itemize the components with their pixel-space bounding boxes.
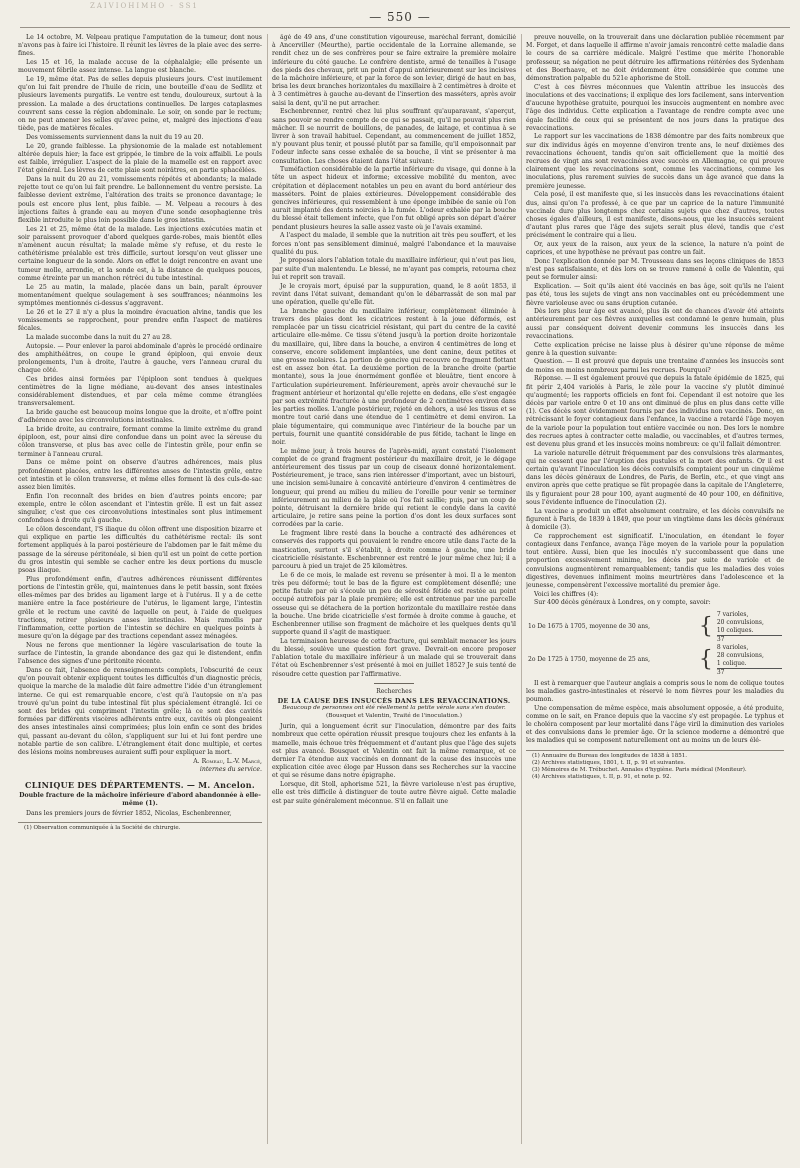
paragraph: A l'aspect du malade, il semble que la nutrition ait très peu souffert, et les forces n'ont pas sensiblement diminué, malgré l'abondance et la mauvaise qualité du pus. — [272, 232, 516, 256]
paragraph: Le 19, même état. Pas de selles depuis plusieurs jours. C'est inutilement qu'on lui fait prendre de l'huile de ricin, une bouteille d'eau de Sedlitz et plusieurs lavements purgatifs. Le ventre est tendu, douloureux, surtout à la pression. La malade a des éructations continuelles. De larges cataplasmes couvrent sans cesse la région abdominale. Le soir, on sonde par le rectum; on ne peut amener les selles qu'avec peine, et, malgré des injections d'eau tiède, pas de matières fécales. — [18, 76, 262, 133]
paragraph: Jurin, qui a longuement écrit sur l'inoculation, démontre par des faits nombreux que cette opération réussit presque toujours chez les enfants à la mamelle, mais échoue très fréquemment et d'autant plus que l'âge des sujets est plus avancé. Bousquet et Valentin ont fait la même remarque, et ce dernier l'a étendue aux vaccinés en donnant de la cause des insuccès une explication citée avec éloge par Husson dans ses Recherches sur la vaccine et qui se résume dans notre épigraphe. — [272, 723, 516, 780]
page-number: — 550 — — [369, 10, 431, 24]
table-values — [715, 644, 784, 677]
paragraph: Nous ne ferons que mentionner la légère vascularisation de toute la surface de l'intestin, la grande abondance des gaz qui le distendent, enfin l'absence des signes d'une péritonite récente. — [18, 641, 262, 666]
table-value: 10 coliques. — [716, 626, 754, 634]
footnote: (3) Mémoires de M. Trébuchet. Annales d'hygiène. Paris médical (Moniteur). — [532, 766, 747, 773]
brace-glyph: { — [698, 647, 713, 673]
table-total: 37 — [717, 668, 782, 677]
article-title: DE LA CAUSE DES INSUCCÈS DANS LES REVACCINATIONS. — [277, 697, 511, 706]
table-value: 7 varioles, — [716, 610, 749, 618]
paragraph: Lorsque, dit Stoll, aphorisme 521, la fièvre varioleuse n'est pas éruptive, elle est très difficile à distinguer de toute autre fièvre aiguë. Cette maladie est par suite généralement méconnue. S'il en fallait une — [272, 781, 516, 805]
table-row — [526, 611, 784, 644]
paragraph: Enfin l'on reconnaît des brides en bien d'autres points encore; par exemple, entre le côlon ascendant et l'intestin grêle. Il est un fait assez singulier, c'est que ces circonvolutions intestinales sont plus intimement confondues à droite qu'à gauche. — [18, 492, 262, 525]
paragraph: C'est à ces fièvres méconnues que Valentin attribue les insuccès des inoculations et des vaccinations; il explique des lors facilement, sans intervention d'aucune hypothèse gratuite, pourquoi les insuccès augmentent en nombre avec l'âge des individus. Cette explication a l'avantage de rendre compte avec une égale facilité de ceux qui se présentent de nos jours dans la pratique des revaccinations. — [526, 83, 784, 132]
column-3-paragraphs — [526, 34, 784, 608]
paragraph: La terminaison heureuse de cette fracture, qui semblait menacer les jours du blessé, soulève une question fort grave. Devrait-on encore proposer l'ablation totale du maxillaire inférieur à un malade qui se trouverait dans l'état où Eschenbrenner s'est présenté à moi en juillet 1852? Je suis tenté de résoudre cette question par l'affirmative. — [272, 637, 516, 678]
paragraph: Plus profondément enfin, d'autres adhérences réunissent différentes portions de l'intestin grêle, qui, maintenues dans le petit bassin, sont fixées elles-mêmes par des brides au ligament large et à l'utérus. Il y a de cette manière entre la face postérieure de l'utérus, le ligament large, l'intestin grêle et le rectum une cavité de laquelle on peut, à l'aide de quelques tractions, retirer plusieurs anses intestinales. Mais ramollis par l'inflammation, cette portion de l'intestin se déchire en quelques points à mesure qu'on la dégage par des tractions cependant assez ménagées. — [18, 575, 262, 641]
column-divider — [267, 34, 268, 1144]
footnote: (1) Observation communiquée à la Société de chirurgie. — [24, 824, 181, 831]
paragraph: Je le croyais mort, épuisé par la suppuration, quand, le 8 août 1853, il revint dans l'état suivant, demandant qu'on le débarrassât de son mal par une opération, quelle qu'elle fût. — [272, 282, 516, 306]
paragraph: Les 15 et 16, la malade accuse de la céphalalgie; elle présente un mouvement fébrile assez intense. La langue est blanche. — [18, 59, 262, 75]
brace-glyph: { — [698, 614, 713, 640]
column-1 — [18, 34, 262, 1154]
paragraph: Dans la nuit du 20 au 21, vomissements répétés et abondants; la malade rejette tout ce qu'on lui fait prendre. Le ballonnement du ventre persiste. La faiblesse devient extrême, l'altération des traits se prononce davantage; le pouls est encore plus lent, plus faible. — M. Velpeau a recours à des injections faites à grande eau au moyen d'une sonde œsophagienne très flexible introduite le plus loin possible dans le gros intestin. — [18, 175, 262, 224]
paragraph: Dans ce même point on observe d'autres adhérences, mais plus profondément placées, entre les différentes anses de l'intestin grêle, entre cet intestin et le côlon transverse, et même elles forment là des culs-de-sac assez bien limités. — [18, 459, 262, 491]
separator-rule — [374, 683, 414, 684]
paragraph: Le côlon descendant, l'S iliaque du côlon offrent une disposition bizarre et qui explique en partie les difficultés du cathétérisme rectal: ils sont fortement appliqués à la paroi postérieure de l'abdomen par le fait même du passage de la séreuse péritonéale, si bien qu'il est un point de cette portion du gros intestin qui semble se cacher entre les deux portions du muscle psoas iliaque. — [18, 525, 262, 574]
column-3 — [526, 34, 784, 1154]
signature: A. Romeau, L.-V. Marcé, — [193, 758, 262, 766]
paragraph: Le 26 et le 27 il n'y a plus la moindre évacuation alvine, tandis que les vomissements se rapprochent, pour prendre enfin l'aspect de matières fécales. — [18, 308, 262, 333]
paragraph: Tuméfaction considérable de la partie inférieure du visage, qui donne à la tête un aspect hideux et informe; excessive mobilité du menton, avec crépitation et déplacement notables un peu en avant du bord antérieur des masséters. Point de plaies extérieures. Développement considérable des gencives inférieures, qui ressemblent à une éponge imbibée de sanie où l'on aurait implanté des dents noircies à la fumée. L'odeur exhalée par la bouche du blessé était tellement infecte, que l'on fut obligé après son départ d'aérer pendant plusieurs heures la salle assez vaste où je l'avais examiné. — [272, 166, 516, 231]
table-row — [526, 644, 784, 677]
epigraph-source: (Bousquet et Valentin, Traité de l'inoculation.) — [326, 712, 462, 719]
paragraph: Le fragment libre resté dans la bouche a contracté des adhérences et conservés des rapports qui pouvaient le rendre encore utile dans l'acte de la mastication, surtout s'il s'établit, à droite comme à gauche, une bride cicatricielle résistante. Eschenbrenner est rentré le jour même chez lui; il a parcouru à pied un trajet de 25 kilomètres. — [272, 530, 516, 570]
paragraph: Les 21 et 25, même état de la malade. Les injections exécutées matin et soir paraissent provoquer d'abord quelques garde-robes, mais bientôt elles n'amènent aucun résultat; la malade même s'y refuse, et du reste le cathétérisme préalable est très difficile, surtout lorsqu'on veut glisser une certaine longueur de la sonde. Alors on effet le doigt rencontre en avant une tumeur molle, arrondie, et la sonde est, à la distance de quelques pouces, comme étreinte par un manchon rétréci du tube intestinal. — [18, 225, 262, 282]
paragraph: Cela posé, il est manifeste que, si les insuccès dans les revaccinations étaient dus, ainsi qu'on l'a professé, à ce que par un caprice de la nature l'immunité vaccinale dure plus longtemps chez certains sujets que chez d'autres, toutes choses égales d'ailleurs, il est manifeste, disons-nous, que les insuccès seraient d'autant plus rares que l'âge des sujets serait plus élevé, tandis que c'est précisément le contraire qui a lieu. — [526, 191, 784, 240]
paragraph: Le même jour, à trois heures de l'après-midi, ayant constaté l'isolement complet de ce grand fragment postérieur du maxillaire droit, je le dégage antérieurement des tissus par un coup de ciseaux donné horizontalement. Postérieurement, je trace, sans rien intéresser d'important, avec un bistouri, une incision semi-lunaire à concavité antérieure d'environ 4 centimètres de longueur, qui prend au milieu du milieu de l'oreille pour venir se terminer inférieurement au milieu de la plaie où l'os fait saillie; puis, par un coup de pointe, détruisant la dernière bride qui retient le condyle dans la cavité articulaire, je retire sans peine la portion d'os dont les deux surfaces sont corrodées par la carie. — [272, 447, 516, 529]
article-first-paragraph: Dans les premiers jours de février 1852, Nicolas, Eschenbrenner, — [26, 809, 232, 817]
header-rule — [20, 27, 790, 28]
paragraph: La bride gauche est beaucoup moins longue que la droite, et n'offre point d'adhérence avec les circonvolutions intestinales. — [18, 409, 262, 425]
table-period-label: 2o De 1725 à 1750, moyenne de 25 ans, — [528, 656, 651, 664]
paragraph: Le 20, grande faiblesse. La physionomie de la malade est notablement altérée depuis hier; la face est grippée, le timbre de la voix affaibli. Le pouls est faible, irrégulier. L'aspect de la plaie de la mamelle est en rapport avec l'état général. Les lèvres de cette plaie sont noirâtres, en partie sphacélées. — [18, 142, 262, 175]
paragraph: La vaccine a produit un effet absolument contraire, et les décès convulsifs ne figurent à Paris, de 1839 à 1849, que pour un vingtième dans les décès généraux à domicile (3). — [526, 507, 784, 531]
column-2-paragraphs — [272, 34, 516, 679]
paragraph: La branche gauche du maxillaire inférieur, complètement éliminée à travers des plaies dont les cicatrices restent à la joue déformés, est remplacée par un tissu cicatriciel résistant, qui part du centre de la cavité articulaire elle-même. Ce tissu s'étend jusqu'à la portion droite horizontale du maxillaire, qui, libre dans la bouche, a environ 4 centimètres de long et conserve, encore solidement implantées, une dent canine, deux petites et une grosse molaires. La portion de gencive qui recouvre ce fragment flottant est en assez bon état. La deuxième portion de la branche droite (partie montante), sous la joue énormément gonflée et bleuâtre, tient encore à l'articulation supérieurement. Inférieurement, après avoir chevauché sur le fragment antérieur et horizontal qu'elle rejette en dedans, elle s'est engagée par son extrémité fracturée à une profondeur de 2 centimètres environ dans les parties molles. L'angle postérieur, rejeté en dehors, a usé les tissus et se montre tout carié dans une étendue de 1 centimètre et demi environ. La plaie tégumentaire, qui communique avec l'intérieur de la bouche par un pertuis, fournit une quantité considérable de pus fétide, tachant le linge en noir. — [272, 307, 516, 446]
table-values — [715, 611, 784, 644]
paragraph: Le 25 au matin, la malade, placée dans un bain, paraît éprouver momentanément quelque soulagement à ses souffrances; néanmoins les symptômes mentionnés ci-dessus s'aggravent. — [18, 283, 262, 307]
paragraph: Réponse. — Il est également prouvé que depuis la fatale épidémie de 1825, qui fit périr 2,404 variolés à Paris, le zèle pour la vaccine s'y plutôt diminué qu'augmenté; les rapports officiels en font foi. Cependant il est notoire que les décès par variole entre 0 et 10 ans ont diminué de plus en plus dans cette ville (1). Ces décès sont évidemment fournis par des individus non vaccinés. Donc, en rétrécissant le foyer contagieux dans l'enfance, la vaccine a retardé l'âge moyen de la variole pour la population tout entière vaccinée ou non. Des lors le nombre des recrues aptes à contracter cette maladie, ou vaccinables, et d'autres termes, est devenu plus grand et les insuccès moins nombreux: ce qu'il fallait démontrer. — [526, 375, 784, 448]
paragraph: Le rapport sur les vaccinations de 1838 démontre par des faits nombreux que sur dix individus âgés en moyenne d'environ trente ans, le neuf dixièmes des revaccinations échouent, tandis qu'on sait officiellement que la moitié des recrues de vingt ans sont revaccinées avec succès en Allemagne, ce qui prouve clairement que les revaccinations sont, comme les vaccinations, comme les inoculations, plus rarement suivies de succès dans un âge avancé que dans la première jeunesse. — [526, 133, 784, 190]
footnotes — [18, 822, 262, 832]
table-value: 28 convulsions, — [716, 651, 764, 659]
paragraph: Ce rapprochement est significatif. L'inoculation, en étendant le foyer contagieux dans l'enfance, avança l'âge moyen de la variole pour la population tout entière. Aussi, bien que les inoculés n'y succombassent que dans une proportion excessivement minime, les décès par suite de variole et de convulsions augmentèrent remarquablement; tandis que les maladies des voies digestives, devenues infiniment moins meurtrières dans l'adolescence et la jeunesse, compensèrent l'excessive mortalité du premier âge. — [526, 532, 784, 589]
table-value: 1 colique. — [716, 659, 747, 667]
paragraph: Le 6 de ce mois, le malade est revenu se présenter à moi. Il a le menton très peu déformé; tout le bas de la figure est complètement désenflé; une petite fistule par où s'écoule un peu de sérosité fétide est restée au point occupé autrefois par la plaie première; elle est entretenue par une parcelle osseuse qui se détachera de la portion horizontale du maxillaire restée dans la bouche. Une bride cicatricielle s'est formée à droite comme à gauche, et Eschenbrenner utilise son fragment de mâchoire et les quelques dents qu'il supporte quand il s'agit de mastiquer. — [272, 571, 516, 637]
article-subtitle: Double fracture de la mâchoire inférieure d'abord abandonnée à elle-même (1). — [19, 791, 261, 807]
paragraph: Des vomissements surviennent dans la nuit du 19 au 20. — [26, 133, 204, 141]
paragraph: La malade succombe dans la nuit du 27 au 28. — [26, 333, 172, 341]
column-2-paragraphs-after — [272, 723, 516, 806]
paragraph: Cette explication précise ne laisse plus à désirer qu'une réponse de même genre à la question suivante: — [526, 341, 784, 357]
paragraph: Dans ce fait, l'absence de renseignements complets, l'obscurité de ceux qu'on pouvait obtenir expliquent toutes les difficultés d'un diagnostic précis, quoique la marche de la maladie dût faire admettre l'idée d'un étranglement interne. Ce qui est remarquable encore, c'est qu'à l'autopsie on n'a pas trouvé qu'un point du tube intestinal fût plus spécialement étranglé. Ici ce sont des brides qui compriment l'intestin grêle; là ce sont des cavités formées par différents viscères adhérents entre eux, cavités où plongeaient des anses intestinales ainsi comprimées; plus loin enfin ce sont des brides qui, passant au-devant du côlon, s'appliquent sur lui et lui font perdre une notable partie de son calibre. L'étranglement était donc multiple, et certes des lésions moins nombreuses auraient suffi pour expliquer la mort. — [18, 666, 262, 756]
paragraph: Or, aux yeux de la raison, aux yeux de la science, la nature n'a point de caprices, et une hypothèse ne prévaut pas contre un fait. — [526, 241, 784, 257]
signature-subtitle: internes du service. — [199, 766, 262, 774]
table-value: 8 varioles, — [716, 643, 749, 651]
paragraph: Une compensation de même espèce, mais absolument opposée, a été produite, comme on le sait, en France depuis que la vaccine s'y est propagée. Le typhus et le choléra composent par leur mortalité dans l'âge viril la diminution des varioles et des convulsions dans le premier âge. Or la science moderne a démontré que les maladies qui se composent naturellement ont au moins un de leurs élé- — [526, 704, 784, 745]
paragraph: Eschenbrenner, rentré chez lui plus souffrant qu'auparavant, s'aperçut, sans pouvoir se rendre compte de ce qui se passait, qu'il ne pouvait plus rien mâcher. Il se nourrit de bouillons, de panades, de laitage, et continua à se livrer à son travail habituel. Cependant, au commencement de juillet 1852, n'y pouvant plus tenir, et poussé plutôt par sa famille, qu'il empoisonnait par l'odeur infecte sans cesse exhalée de sa bouche, il vint se présenter à ma consultation. Les choses étaient dans l'état suivant: — [272, 108, 516, 165]
section-title: CLINIQUE DES DÉPARTEMENTS. — M. Ancelon. — [25, 779, 255, 790]
column-divider — [521, 34, 522, 1144]
paragraph: âgé de 49 ans, d'une constitution vigoureuse, maréchal ferrant, domicilié à Ancerviller (Meurthe), partie occidentale de la Lorraine allemande, se rendit chez un de ses confrères pour se faire extraire la première molaire inférieure du côté gauche. Le confrère dentiste, armé de tenailles à l'usage des pieds des chevaux, prit un point d'appui antérieurement sur les incisives de la mâchoire inférieure, et par la force de son levier, dirigé de haut en bas, brisa les deux branches horizontales du maxillaire à 2 centimètres à droite et à 3 centimètres à gauche au-devant de l'insertion des masséters, après avoir saisi la dent, qu'il ne put arracher. — [272, 34, 516, 107]
paragraph: Il est à remarquer que l'auteur anglais a compris sous le nom de colique toutes les maladies gastro-intestinales et réservé le nom fièvres pour les maladies du poumon. — [526, 679, 784, 703]
paragraph: Question. — Il est prouvé que depuis une trentaine d'années les insuccès sont de moins en moins nombreux parmi les recrues. Pourquoi? — [526, 358, 784, 374]
bleed-through-text: ZAIVIOHIMHO - SS1 — [90, 2, 199, 10]
paragraph: Dès lors plus leur âge est avancé, plus ils ont de chances d'avoir été atteints antérieurement par ces fièvres auxquelles est condamné le genre humain, plus aussi par conséquent doivent devenir communs les insuccès dans les revaccinations. — [526, 308, 784, 340]
paragraph: Explication. — Soit qu'ils aient été vaccinés en bas âge, soit qu'ils ne l'aient pas été, tous les sujets de vingt ans non vaccinables ont eu précédemment une fièvre varioleuse avec ou sans éruption cutanée. — [526, 283, 784, 307]
footnote: (2) Archives statistiques, 1801, t. II, p. 91 et suivantes. — [532, 759, 686, 766]
table-period-label: 1o De 1675 à 1705, moyenne de 30 ans, — [528, 623, 651, 631]
footnotes — [526, 750, 784, 781]
paragraph: Sur 400 décès généraux à Londres, on y compte, savoir: — [534, 599, 711, 607]
paragraph: Ces brides ainsi formées par l'épiploon sont tendues à quelques centimètres de la ligne médiane, au-devant des anses intestinales considérablement distendues, et par cela même comme étranglées transversalement. — [18, 375, 262, 408]
paragraph: Le 14 octobre, M. Velpeau pratique l'amputation de la tumeur, dont nous n'avons pas à faire ici l'histoire. Il réunit les lèvres de la plaie avec des serre-fines. — [18, 34, 262, 58]
column-1-paragraphs — [18, 34, 262, 757]
paragraph: La variole naturelle détruit fréquemment par des convulsions très alarmantes, qui ne cessent que par l'éruption des pustules et la mort des enfants. Or il est certain qu'avant l'inoculation les décès convulsifs comptaient pour un cinquième dans les décès généraux de Londres, de Paris, de Berlin, etc., et que vingt ans environ après que cette pratique se fût propagée dans la capitale de l'Angleterre, ils y figuraient pour 28 pour 100, ayant augmenté de 40 pour 100, en définitive, sous l'évidente influence de l'inoculation (2). — [526, 449, 784, 506]
paragraph: preuve nouvelle, on la trouverait dans une déclaration publiée récemment par M. Forget, et dans laquelle il affirme n'avoir jamais rencontré cette maladie dans le cours de sa carrière médicale. Malgré l'estime que mérite l'honorable professeur, sa négation ne peut détruire les affirmations réitérées des Sydenham et des Boerhaave, et ne doit évidemment être considérée que comme une démonstration palpable du 521e aphorisme de Stoll. — [526, 34, 784, 83]
table-value: 20 convulsions, — [716, 618, 764, 626]
paragraph: La bride droite, au contraire, formant comme la limite extrême du grand épiploon, est, pour ainsi dire confondue dans un point avec la séreuse du côlon transverse, et plus bas avec celle de l'intestin grêle, pour enfin se terminer à l'anneau crural. — [18, 426, 262, 458]
article-kicker: Recherches — [376, 687, 412, 695]
paragraph: Autopsie. — Pour enlever la paroi abdominale d'après le procédé ordinaire des amphithéâtres, on coupe le grand épiploon, qui envoie deux prolongements, l'un à droite, l'autre à gauche, vers l'anneau crural du chaque côté. — [18, 342, 262, 375]
column-2 — [272, 34, 516, 1154]
column-3-paragraphs-after — [526, 680, 784, 746]
footnote: (1) Annuaire du Bureau des longitudes de 1838 à 1851. — [532, 752, 688, 759]
paragraph: Voici les chiffres (4): — [534, 590, 599, 598]
paragraph: Je proposai alors l'ablation totale du maxillaire inférieur, qui n'eut pas lieu, par suite d'un malentendu. Le blessé, ne m'ayant pas compris, retourna chez lui et reprit son travail. — [272, 257, 516, 281]
table-total: 37 — [717, 635, 782, 644]
statistics-table — [526, 611, 784, 677]
epigraph: Beaucoup de personnes ont été réellement la petite vérole sans s'en douter. — [282, 705, 506, 712]
footnote: (4) Archives statistiques, t. II, p. 91, et note p. 92. — [532, 773, 672, 780]
paragraph: Donc l'explication donnée par M. Trousseau dans ses leçons cliniques de 1853 n'est pas satisfaisante, et dès lors on se trouve ramené à celle de Valentin, qui peut se formuler ainsi: — [526, 257, 784, 282]
